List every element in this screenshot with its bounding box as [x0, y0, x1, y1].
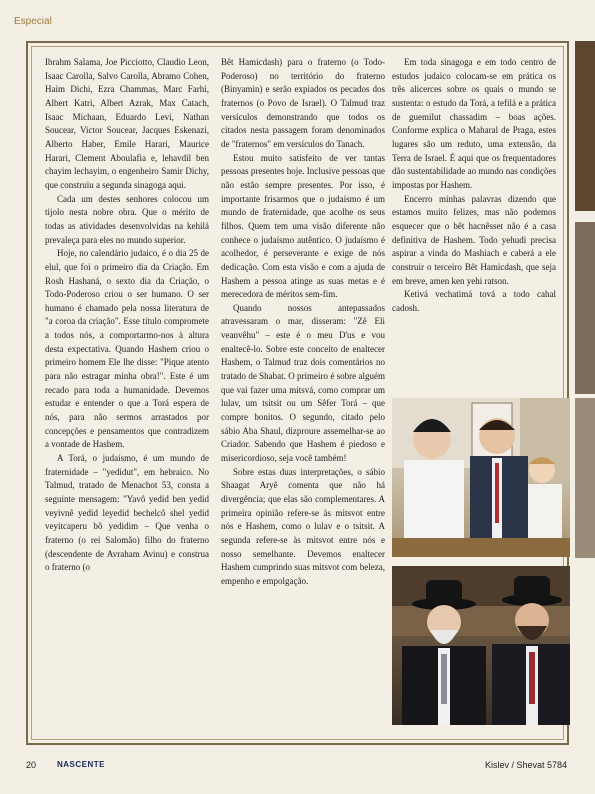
paragraph: Encerro minhas palavras dizendo que estamos muito felizes, mas não podemos esquecer que o bêt hacnêsset não é a casa definitiva de Hashem. Todo yehudi precisa aspirar a vinda do Mashiach e caberá a ele construir o terceiro Bêt Hamicdash, que seja em breve, amen ken yehi ratson.	[392, 193, 556, 286]
adjacent-page-edge	[575, 41, 595, 211]
issue-date: Kislev / Shevat 5784	[484, 760, 567, 770]
photo-two-rabbis	[392, 566, 570, 725]
page-footer	[0, 760, 595, 774]
paragraph: Ibrahm Salama, Joe Picciotto, Claudio Leon, Isaac Carolla, Salvo Carolla, Abramo Cohen, Haim Dichi, Ezra Chammas, Marc Farhi, Albert Katri, Albert Azrak, Max Catach, Isaac Michaan, Eduardo Levi, Nathan Soucear, Victor Soucear, Jacques Eskenazi, Alberto Haber, Emile Harari, Maurice Harari, Clement Aboulafia e, lehavdil ben chayim lechayim, o engenheiro Samir Dichy, que construiu a segunda sinagoga aqui.	[45, 57, 209, 190]
article-column-2	[221, 56, 385, 589]
adjacent-page-edge	[575, 398, 595, 558]
photo-three-men-synagogue	[392, 398, 570, 557]
paragraph: Bêt Hamicdash) para o fraterno (o Todo-Poderoso) no território do fraterno (Binyamin) e serão expiados os pecados dos fraternos (o Povo de Israel). O Talmud traz versículos demonstrando que todos os citados nesta passagem foram denominados de "fraternos" em versículos do Tanach.	[221, 57, 385, 149]
paragraph: A Torá, o judaísmo, é um mundo de fraternidade – "yedidut", em hebraico. No Talmud, tratado de Menachot 53, consta a seguinte mensagem: "Yavô yedid ben yedid veyivnê yedid leyedid bechelcô shel yedid veyitcaperu bô yedidim – Que venha o fraterno (o rei Salomão) filho do fraterno (descendente de Avraham Avinu) e construa o fraterno (o	[45, 453, 209, 573]
paragraph: Ketivá vechatimá tová a todo cahal cadosh.	[392, 289, 556, 313]
article-column-3	[392, 56, 556, 391]
paragraph: Quando nossos antepassados atravessaram o mar, disseram: "Zê Eli veanvêhu" – este é o meu D'us e vou enaltecê-lo. Sobre este conceito de enaltecer Hashem, o Talmud traz dois comentários no tratado de Shabat. O primeiro é sobre alguém que vai fazer uma mitsvá, como comprar um lulav, um tsitsit ou um Sêfer Torá – que compre bonitos. O segundo, citado pelo sábio Aba Shaul, dizproure assemelhar-se ao Criador. Sabendo que Hashem é piedoso e misericordioso, seja você também!	[221, 302, 385, 464]
paragraph: Hoje, no calendário judaico, é o dia 25 de elul, que foi o primeiro dia da Criação. Em Rosh Hashaná, o sexto dia da Criação, o Todo-Poderoso criou o ser humano. O ser humano é chamado pela nossa literatura de "a coroa da criação". Esse título compromete a todos nós, a comportarmo-nos à altura desta expectativa. Quando Hashem criou o primeiro homem Ele lhe disse: "Pique atento para não estragar minha obra!". Este é um recado para toda a humanidade. Devemos estudar e entender o que a Torá espera de nós, para não sermos arrastados por concepções e pensamentos que contradizem a vontade de Hashem.	[45, 248, 209, 450]
paragraph: Cada um destes senhores colocou um tijolo nesta nobre obra. Que o mérito de todas as atividades desenvolvidas na kehilá prevaleça para eles no mundo superior.	[45, 193, 209, 245]
magazine-logo: NASCENTE	[57, 760, 106, 769]
page-number: 20	[26, 760, 37, 770]
article-column-1	[45, 56, 209, 575]
paragraph: Sobre estas duas interpretações, o sábio Shaagat Aryê comenta que não há divergência; que elas são complementares. A primeira opinião refere-se às mitsvot entre nós e Hashem, como o lulav e o tsitsit. A segunda refere-se às mitsvot entre nós e nosso semelhante. Devemos enaltecer Hashem cumprindo suas mitsvot com beleza, empenho e empolgação.	[221, 466, 385, 586]
paragraph: Estou muito satisfeito de ver tantas pessoas presentes hoje. Inclusive pessoas que não estão sempre presentes. Por isso, é importante frisarmos que o judaísmo é um mundo de fraternidade, que acolhe os seus filhos. Quem tem uma visão diferente não conhece o judaísmo autêntico. O judaísmo é acolhedor, é perseverante e exige de nós dedicação. Com esta visão e com a ajuda de Hashem a pessoa atinge as suas metas e é merecedora de méritos sem-fim.	[221, 152, 385, 300]
paragraph: Em toda sinagoga e em todo centro de estudos judaico colocam-se em prática os três alicerces sobre os quais o mundo se sustenta: o estudo da Torá, a tefilá e a prática de guemilut chassadim – boas ações. Conforme explica o Maharal de Praga, estes lugares são um reduto, uma extensão, da Terra de Israel. É aqui que os frequentadores dão sustentabilidade ao mundo nas condições impostas por Hashem.	[392, 57, 556, 190]
section-label: Especial	[14, 16, 52, 27]
adjacent-page-edge	[575, 222, 595, 394]
